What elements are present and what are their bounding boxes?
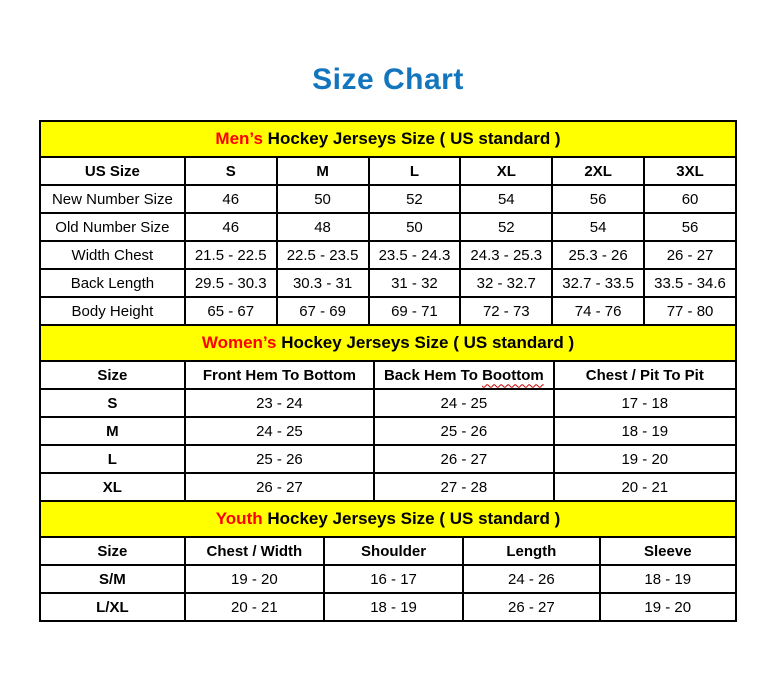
cell: 54 xyxy=(552,213,644,241)
cell: 46 xyxy=(185,185,277,213)
row-label: L xyxy=(40,445,185,473)
misspelled-word: Boottom xyxy=(482,366,544,384)
cell: 20 - 21 xyxy=(554,473,736,501)
cell: 24 - 25 xyxy=(185,417,374,445)
cell: 18 - 19 xyxy=(600,565,736,593)
cell: 19 - 20 xyxy=(554,445,736,473)
mens-table-title-row xyxy=(40,121,736,157)
womens-title-highlight: Women’s xyxy=(201,333,277,352)
mens-title-highlight: Men’s xyxy=(215,129,263,148)
youth-table-title xyxy=(40,501,736,537)
cell: 69 - 71 xyxy=(369,297,461,325)
mens-column-header-row xyxy=(40,157,736,185)
youth-title-text: Hockey Jerseys Size ( US standard ) xyxy=(262,509,561,528)
cell: 24.3 - 25.3 xyxy=(460,241,552,269)
row-label: Body Height xyxy=(40,297,185,325)
row-label: New Number Size xyxy=(40,185,185,213)
cell: 19 - 20 xyxy=(185,565,324,593)
column-header: XL xyxy=(460,157,552,185)
column-header: US Size xyxy=(40,157,185,185)
size-tables-container xyxy=(39,120,737,622)
table-row xyxy=(40,565,736,593)
cell: 46 xyxy=(185,213,277,241)
column-header: L xyxy=(369,157,461,185)
column-header: Sleeve xyxy=(600,537,736,565)
column-header xyxy=(374,361,554,389)
cell: 23.5 - 24.3 xyxy=(369,241,461,269)
table-row xyxy=(40,213,736,241)
row-label: S/M xyxy=(40,565,185,593)
row-label: M xyxy=(40,417,185,445)
youth-column-header-row xyxy=(40,537,736,565)
cell: 74 - 76 xyxy=(552,297,644,325)
mens-size-table xyxy=(39,120,737,326)
cell: 72 - 73 xyxy=(460,297,552,325)
row-label: S xyxy=(40,389,185,417)
womens-table-title-row xyxy=(40,325,736,361)
row-label: L/XL xyxy=(40,593,185,621)
womens-size-table xyxy=(39,324,737,502)
womens-title-text: Hockey Jerseys Size ( US standard ) xyxy=(276,333,575,352)
column-header: Chest / Width xyxy=(185,537,324,565)
cell: 18 - 19 xyxy=(324,593,463,621)
row-label: XL xyxy=(40,473,185,501)
column-header: 3XL xyxy=(644,157,736,185)
mens-title-text: Hockey Jerseys Size ( US standard ) xyxy=(262,129,561,148)
cell: 18 - 19 xyxy=(554,417,736,445)
column-header: Length xyxy=(463,537,599,565)
cell: 56 xyxy=(552,185,644,213)
table-row xyxy=(40,297,736,325)
cell: 16 - 17 xyxy=(324,565,463,593)
cell: 67 - 69 xyxy=(277,297,369,325)
column-header: 2XL xyxy=(552,157,644,185)
cell: 23 - 24 xyxy=(185,389,374,417)
cell: 25 - 26 xyxy=(185,445,374,473)
column-header: S xyxy=(185,157,277,185)
column-header: M xyxy=(277,157,369,185)
table-row xyxy=(40,593,736,621)
table-row xyxy=(40,445,736,473)
cell: 52 xyxy=(369,185,461,213)
cell: 50 xyxy=(277,185,369,213)
cell: 31 - 32 xyxy=(369,269,461,297)
cell: 29.5 - 30.3 xyxy=(185,269,277,297)
cell: 26 - 27 xyxy=(644,241,736,269)
cell: 50 xyxy=(369,213,461,241)
row-label: Width Chest xyxy=(40,241,185,269)
table-row xyxy=(40,417,736,445)
column-header: Shoulder xyxy=(324,537,463,565)
womens-column-header-row xyxy=(40,361,736,389)
row-label: Old Number Size xyxy=(40,213,185,241)
cell: 17 - 18 xyxy=(554,389,736,417)
table-row xyxy=(40,241,736,269)
column-header: Size xyxy=(40,361,185,389)
cell: 26 - 27 xyxy=(374,445,554,473)
cell: 26 - 27 xyxy=(463,593,599,621)
cell: 52 xyxy=(460,213,552,241)
table-row xyxy=(40,269,736,297)
cell: 24 - 25 xyxy=(374,389,554,417)
cell: 65 - 67 xyxy=(185,297,277,325)
cell: 48 xyxy=(277,213,369,241)
cell: 24 - 26 xyxy=(463,565,599,593)
youth-table-title-row xyxy=(40,501,736,537)
cell: 33.5 - 34.6 xyxy=(644,269,736,297)
cell: 21.5 - 22.5 xyxy=(185,241,277,269)
column-header: Chest / Pit To Pit xyxy=(554,361,736,389)
column-header-text: Back Hem To xyxy=(383,366,483,384)
cell: 19 - 20 xyxy=(600,593,736,621)
cell: 27 - 28 xyxy=(374,473,554,501)
row-label: Back Length xyxy=(40,269,185,297)
cell: 32 - 32.7 xyxy=(460,269,552,297)
cell: 56 xyxy=(644,213,736,241)
cell: 54 xyxy=(460,185,552,213)
table-row xyxy=(40,473,736,501)
mens-table-title xyxy=(40,121,736,157)
column-header: Size xyxy=(40,537,185,565)
cell: 25 - 26 xyxy=(374,417,554,445)
womens-table-title xyxy=(40,325,736,361)
table-row xyxy=(40,185,736,213)
cell: 32.7 - 33.5 xyxy=(552,269,644,297)
youth-size-table xyxy=(39,500,737,622)
cell: 60 xyxy=(644,185,736,213)
table-row xyxy=(40,389,736,417)
cell: 22.5 - 23.5 xyxy=(277,241,369,269)
cell: 77 - 80 xyxy=(644,297,736,325)
cell: 20 - 21 xyxy=(185,593,324,621)
column-header: Front Hem To Bottom xyxy=(185,361,374,389)
page-title: Size Chart xyxy=(312,63,464,96)
cell: 30.3 - 31 xyxy=(277,269,369,297)
cell: 26 - 27 xyxy=(185,473,374,501)
youth-title-highlight: Youth xyxy=(215,509,263,528)
cell: 25.3 - 26 xyxy=(552,241,644,269)
